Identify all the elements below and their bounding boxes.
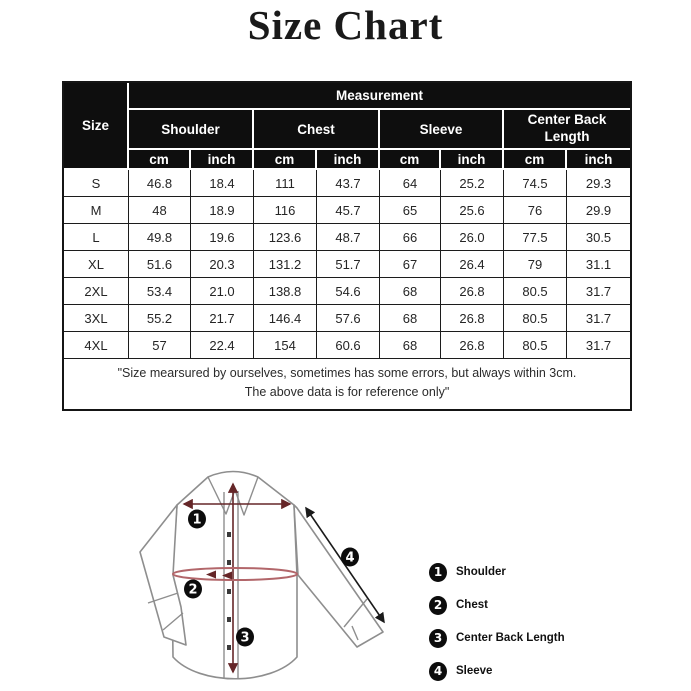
value-cell: 51.6 — [129, 251, 191, 278]
note-cell — [64, 359, 630, 409]
value-cell: 26.8 — [441, 332, 504, 359]
value-cell: 57 — [129, 332, 191, 359]
size-cell: 4XL — [64, 332, 129, 359]
value-cell: 80.5 — [504, 305, 567, 332]
size-table — [62, 81, 632, 411]
value-cell: 55.2 — [129, 305, 191, 332]
legend-item-center-back-length — [429, 628, 565, 648]
value-cell: 46.8 — [129, 170, 191, 197]
value-cell: 57.6 — [317, 305, 380, 332]
value-cell: 31.1 — [567, 251, 630, 278]
value-cell: 26.0 — [441, 224, 504, 251]
value-cell: 26.4 — [441, 251, 504, 278]
value-cell: 22.4 — [191, 332, 254, 359]
group-header-center-back-length: Center Back Length — [504, 110, 630, 150]
legend-label: Sleeve — [456, 665, 493, 677]
size-cell: 3XL — [64, 305, 129, 332]
legend-item-sleeve — [429, 661, 565, 681]
value-cell: 64 — [380, 170, 441, 197]
legend-number-badge: 4 — [429, 662, 447, 681]
legend-label: Center Back Length — [456, 632, 565, 644]
value-cell: 138.8 — [254, 278, 317, 305]
size-cell: L — [64, 224, 129, 251]
value-cell: 31.7 — [567, 278, 630, 305]
diagram-badge-shoulder — [188, 510, 206, 529]
header-row-groups — [64, 110, 630, 150]
value-cell: 48.7 — [317, 224, 380, 251]
group-header-sleeve: Sleeve — [380, 110, 504, 150]
unit-header-cell: cm — [254, 150, 317, 170]
size-column-header: Size — [64, 83, 129, 170]
value-cell: 31.7 — [567, 305, 630, 332]
value-cell: 49.8 — [129, 224, 191, 251]
value-cell: 154 — [254, 332, 317, 359]
value-cell: 48 — [129, 197, 191, 224]
value-cell: 25.2 — [441, 170, 504, 197]
unit-header-cell: cm — [504, 150, 567, 170]
value-cell: 19.6 — [191, 224, 254, 251]
value-cell: 20.3 — [191, 251, 254, 278]
unit-header-cell: inch — [567, 150, 630, 170]
table-row — [64, 224, 630, 251]
value-cell: 68 — [380, 278, 441, 305]
value-cell: 21.0 — [191, 278, 254, 305]
value-cell: 25.6 — [441, 197, 504, 224]
svg-text:4: 4 — [345, 550, 355, 566]
note-line-2: The above data is for reference only" — [244, 385, 450, 400]
value-cell: 77.5 — [504, 224, 567, 251]
shirt-body — [172, 472, 297, 679]
value-cell: 79 — [504, 251, 567, 278]
unit-header-cell: inch — [191, 150, 254, 170]
value-cell: 18.4 — [191, 170, 254, 197]
legend-label: Chest — [456, 599, 488, 611]
diagram-badge-chest — [184, 580, 202, 599]
value-cell: 74.5 — [504, 170, 567, 197]
value-cell: 29.3 — [567, 170, 630, 197]
unit-header-cell: cm — [380, 150, 441, 170]
diagram-badge-sleeve — [341, 548, 359, 567]
value-cell: 51.7 — [317, 251, 380, 278]
unit-header-cell: cm — [129, 150, 191, 170]
value-cell: 53.4 — [129, 278, 191, 305]
size-cell: XL — [64, 251, 129, 278]
table-row — [64, 278, 630, 305]
value-cell: 68 — [380, 305, 441, 332]
value-cell: 68 — [380, 332, 441, 359]
header-row-units — [64, 150, 630, 170]
value-cell: 43.7 — [317, 170, 380, 197]
value-cell: 45.7 — [317, 197, 380, 224]
measurement-header: Measurement — [129, 83, 630, 110]
value-cell: 131.2 — [254, 251, 317, 278]
value-cell: 18.9 — [191, 197, 254, 224]
value-cell: 29.9 — [567, 197, 630, 224]
shirt-diagram — [128, 448, 443, 691]
value-cell: 111 — [254, 170, 317, 197]
table-row — [64, 332, 630, 359]
table-row — [64, 170, 630, 197]
value-cell: 26.8 — [441, 278, 504, 305]
table-row — [64, 251, 630, 278]
value-cell: 116 — [254, 197, 317, 224]
unit-header-cell: inch — [317, 150, 380, 170]
value-cell: 67 — [380, 251, 441, 278]
value-cell: 76 — [504, 197, 567, 224]
legend-number-badge: 1 — [429, 563, 447, 582]
group-header-shoulder: Shoulder — [129, 110, 254, 150]
svg-text:2: 2 — [188, 582, 198, 598]
value-cell: 123.6 — [254, 224, 317, 251]
legend-number-badge: 2 — [429, 596, 447, 615]
legend-item-shoulder — [429, 562, 565, 582]
value-cell: 80.5 — [504, 278, 567, 305]
value-cell: 31.7 — [567, 332, 630, 359]
value-cell: 30.5 — [567, 224, 630, 251]
table-row — [64, 305, 630, 332]
value-cell: 60.6 — [317, 332, 380, 359]
value-cell: 65 — [380, 197, 441, 224]
unit-header-cell: inch — [441, 150, 504, 170]
value-cell: 146.4 — [254, 305, 317, 332]
value-cell: 80.5 — [504, 332, 567, 359]
svg-text:3: 3 — [240, 630, 250, 646]
legend-label: Shoulder — [456, 566, 506, 578]
value-cell: 66 — [380, 224, 441, 251]
diagram-badge-center-back-length — [236, 628, 254, 647]
size-cell: 2XL — [64, 278, 129, 305]
value-cell: 54.6 — [317, 278, 380, 305]
value-cell: 21.7 — [191, 305, 254, 332]
svg-text:1: 1 — [192, 512, 202, 528]
legend-number-badge: 3 — [429, 629, 447, 648]
header-row-measurement — [64, 83, 630, 110]
note-line-1: "Size mearsured by ourselves, sometimes has some errors, but always within 3cm. — [117, 366, 577, 380]
table-row — [64, 197, 630, 224]
value-cell: 26.8 — [441, 305, 504, 332]
legend-item-chest — [429, 595, 565, 615]
shirt-right-sleeve — [294, 505, 383, 647]
page-title: Size Chart — [247, 2, 444, 48]
group-header-chest: Chest — [254, 110, 380, 150]
note-row — [64, 359, 630, 409]
size-cell: M — [64, 197, 129, 224]
size-cell: S — [64, 170, 129, 197]
measurement-legend — [429, 562, 565, 681]
